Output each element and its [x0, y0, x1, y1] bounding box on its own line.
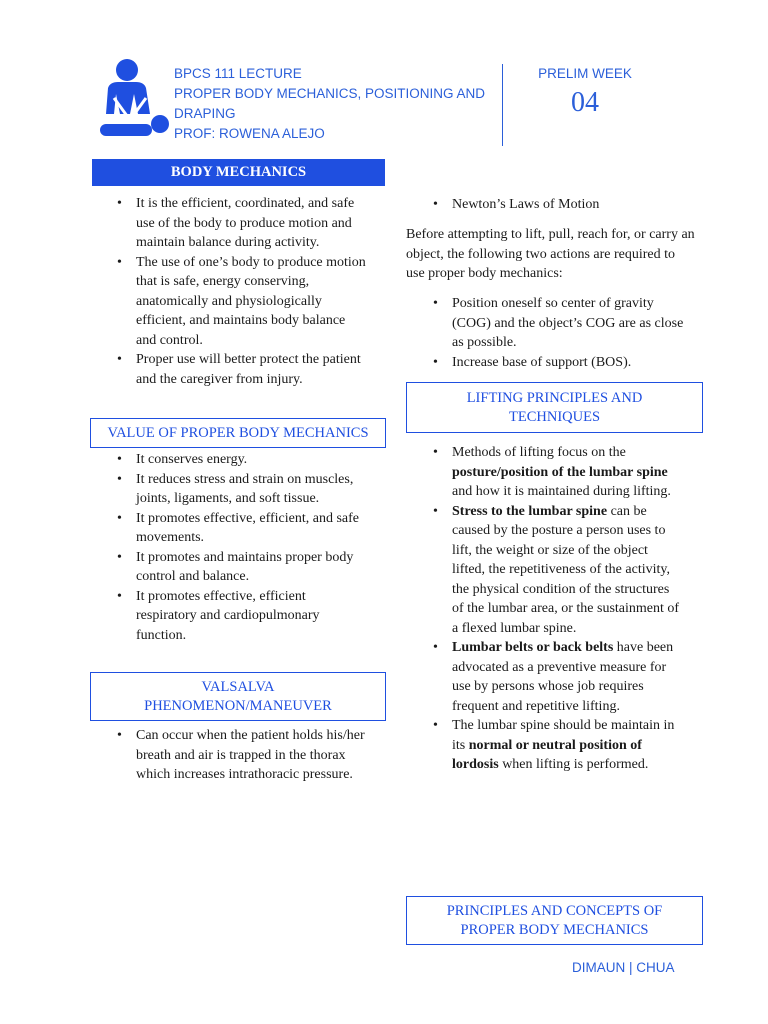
- cpr-person-icon: [100, 58, 170, 140]
- list-item: [430, 638, 684, 716]
- item-text: The lumbar spine should be maintain in its: [452, 718, 675, 753]
- list-item: • Position oneself so center of gravity (COG) and the object’s COG are as close as possible.: [430, 294, 692, 353]
- list-item: • It conserves energy.: [114, 450, 366, 470]
- list-item: • Increase base of support (BOS).: [430, 353, 692, 373]
- list-item: • Can occur when the patient holds his/her breath and air is trapped in the thorax which increases intrathoracic pressure.: [114, 726, 366, 785]
- item-emphasis: Stress to the lumbar spine: [452, 503, 608, 519]
- document-title: PROPER BODY MECHANICS, POSITIONING AND DRAPING: [174, 86, 486, 121]
- section-heading-text: VALSALVA PHENOMENON/MANEUVER: [144, 678, 332, 714]
- course-code: BPCS 111 LECTURE: [174, 66, 302, 81]
- item-emphasis: normal or neutral position of lordosis: [452, 737, 642, 772]
- cog-list: [430, 294, 692, 372]
- item-text: have been advocated as a preventive measure for use by persons whose job requires frequent and repetitive lifting.: [452, 640, 674, 714]
- list-item: • Newton’s Laws of Motion: [430, 195, 692, 215]
- header-divider: [502, 64, 503, 146]
- body-mechanics-list: [114, 194, 366, 389]
- item-text: Methods of lifting focus on the: [452, 445, 626, 460]
- item-emphasis: posture/position of the lumbar spine: [452, 464, 668, 480]
- section-heading-lifting: [406, 382, 703, 433]
- professor-name: PROF: ROWENA ALEJO: [174, 126, 325, 141]
- list-item: • Proper use will better protect the patient and the caregiver from injury.: [114, 350, 366, 389]
- section-heading-text: BODY MECHANICS: [170, 164, 307, 180]
- section-heading-text: VALUE OF PROPER BODY MECHANICS: [107, 424, 369, 441]
- section-heading-principles: [406, 896, 703, 945]
- valsalva-list: [114, 726, 366, 785]
- week-number: 04: [571, 87, 599, 118]
- item-text: can be caused by the posture a person uses to lift, the weight or size of the object lifted, the repetitiveness of the activity, the physical condition of the structures of the lumbar area, or the sustainment of a flexed lumbar spine.: [452, 503, 680, 636]
- week-block: [530, 64, 640, 120]
- section-heading-text: LIFTING PRINCIPLES AND TECHNIQUES: [466, 389, 643, 425]
- lifting-intro-paragraph: Before attempting to lift, pull, reach for, or carry an object, the following two actions are required to use proper body mechanics:: [406, 227, 695, 281]
- list-item: • It is the efficient, coordinated, and safe use of the body to produce motion and maintain balance during activity.: [114, 194, 366, 253]
- section-heading-valsalva: [90, 672, 386, 721]
- week-label: PRELIM WEEK: [538, 66, 632, 81]
- section-heading-text: PRINCIPLES AND CONCEPTS OF PROPER BODY MECHANICS: [446, 902, 663, 938]
- item-emphasis: Lumbar belts or back belts: [452, 640, 614, 655]
- header-block: [174, 64, 494, 144]
- list-item: [430, 443, 684, 502]
- section-heading-value: [90, 418, 386, 448]
- list-item: [430, 716, 684, 775]
- list-item: • It promotes and maintains proper body control and balance.: [114, 548, 366, 587]
- list-item: • It promotes effective, efficient respiratory and cardiopulmonary function.: [114, 587, 366, 646]
- item-text: and how it is maintained during lifting.: [452, 484, 671, 499]
- list-item: • The use of one’s body to produce motion that is safe, energy conserving, anatomically and physiologically efficient, and maintains body balance and control.: [114, 253, 366, 351]
- section-heading-body-mechanics: [92, 159, 385, 186]
- list-item: [430, 502, 684, 639]
- newton-list: [430, 195, 692, 215]
- item-text: when lifting is performed.: [498, 757, 649, 772]
- lifting-list: [430, 443, 684, 775]
- value-list: [114, 450, 366, 645]
- footer-authors: DIMAUN | CHUA: [572, 960, 675, 975]
- list-item: • It promotes effective, efficient, and safe movements.: [114, 509, 366, 548]
- list-item: • It reduces stress and strain on muscles, joints, ligaments, and soft tissue.: [114, 470, 366, 509]
